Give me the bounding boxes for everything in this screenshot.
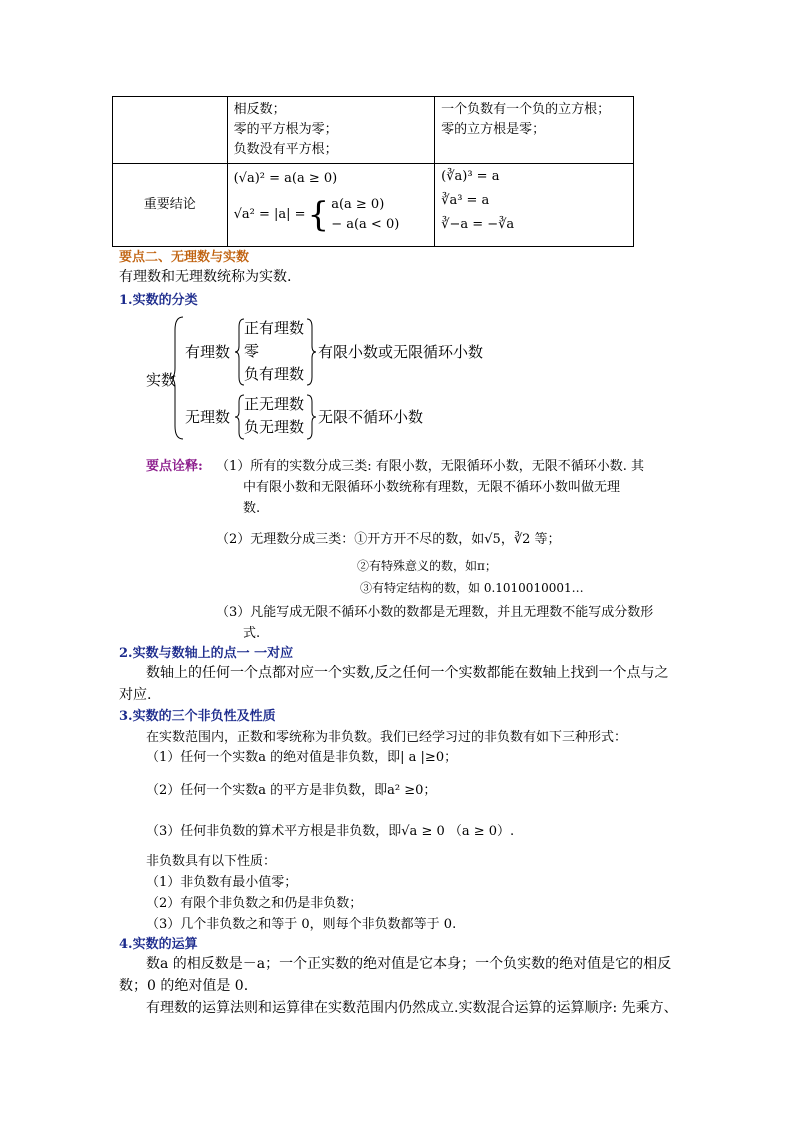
tree-item: 正无理数 xyxy=(244,395,305,413)
note-p1-line2: 中有限小数和无限循环小数统称有理数，无限不循环小数叫做无理 xyxy=(243,480,621,495)
tree-root-brace xyxy=(170,316,184,440)
note-p2-line1: （2）无理数分成三类：①开方开不尽的数，如√5，∛2 等； xyxy=(216,532,561,547)
sub4-line1: 数a 的相反数是－a；一个正实数的绝对值是它本身；一个负实数的绝对值是它的相反 xyxy=(146,956,672,972)
tree-item: 负有理数 xyxy=(244,365,305,383)
table-cell-sqrt-formulas xyxy=(227,164,435,247)
tree-item: 负无理数 xyxy=(244,418,305,436)
text-line: 负数没有平方根； xyxy=(233,142,338,157)
note-label: 要点诠释: xyxy=(146,459,203,474)
sub2-line2: 对应. xyxy=(119,687,152,703)
section-heading: 要点二、无理数与实数 xyxy=(119,250,250,265)
subsection-heading: 1.实数的分类 xyxy=(119,293,198,308)
sub3-prop3: （3）几个非负数之和等于 0，则每个非负数都等于 0. xyxy=(146,917,457,932)
text-line: 零的平方根为零； xyxy=(233,122,338,137)
formula-cbrt-cubed: (∛a)³ = a xyxy=(441,169,500,184)
tree-irrational-items xyxy=(244,393,304,439)
sub2-line1: 数轴上的任何一个点都对应一个实数,反之任何一个实数都能在数轴上找到一个点与之 xyxy=(146,665,669,681)
sub3-prop2: （2）有限个非负数之和仍是非负数； xyxy=(146,896,363,911)
note-p3-line2: 式. xyxy=(243,626,261,641)
tree-irrational-label: 无理数 xyxy=(185,408,231,426)
sub3-props-title: 非负数具有以下性质： xyxy=(146,854,277,869)
formula-cbrt-of-cube: ∛a³ = a xyxy=(441,193,490,208)
note-p2-line2: ②有特殊意义的数，如π； xyxy=(357,559,497,573)
tree-irrational-close-brace xyxy=(306,394,316,440)
tree-rational-close-brace xyxy=(306,318,316,386)
text-line: 一个负数有一个负的立方根； xyxy=(441,102,611,117)
tree-rational-items xyxy=(244,317,304,386)
table-cell-cbrt-formulas xyxy=(435,164,634,247)
tree-item: 零 xyxy=(244,342,260,360)
formula-abs-left: √a² = |a| = xyxy=(233,207,306,222)
table-cell-square-root-props xyxy=(227,97,435,164)
text-line: 零的立方根是零； xyxy=(441,122,546,137)
sub3-intro: 在实数范围内，正数和零统称为非负数。我们已经学习过的非负数有如下三种形式： xyxy=(146,730,628,745)
sub4-line3: 有理数的运算法则和运算律在实数范围内仍然成立.实数混合运算的运算顺序: 先乘方、 xyxy=(146,1000,678,1016)
section-intro: 有理数和无理数统称为实数. xyxy=(119,269,292,285)
formula-sqrt-squared: (√a)² = a(a ≥ 0) xyxy=(233,171,338,186)
sub3-item1: （1）任何一个实数a 的绝对值是非负数，即| a |≥0； xyxy=(146,750,458,765)
formula-cbrt-negative: ∛−a = −∛a xyxy=(441,217,515,232)
table-cell-empty xyxy=(113,97,228,164)
table-cell-label xyxy=(113,164,228,247)
note-p3-line1: （3）凡能写成无限不循环小数的数都是无理数，并且无理数不能写成分数形 xyxy=(216,605,654,620)
sub3-item3: （3）任何非负数的算术平方根是非负数，即√a ≥ 0 （a ≥ 0）. xyxy=(146,824,515,839)
case-nonnegative: a(a ≥ 0) xyxy=(331,197,385,212)
formula-abs-piecewise xyxy=(234,195,429,235)
note-p1-line3: 数. xyxy=(243,501,261,516)
tree-root-label: 实数 xyxy=(146,371,177,389)
important-conclusion-label: 重要结论 xyxy=(143,197,196,212)
piecewise-cases xyxy=(331,195,399,235)
tree-rational-desc: 有限小数或无限循环小数 xyxy=(318,343,484,361)
sub3-prop1: （1）非负数有最小值零； xyxy=(146,875,298,890)
piecewise-brace: { xyxy=(307,195,330,235)
subsection-heading: 2.实数与数轴上的点一 一对应 xyxy=(119,646,294,661)
tree-irrational-desc: 无限不循环小数 xyxy=(318,408,424,426)
subsection-heading: 4.实数的运算 xyxy=(119,937,198,952)
tree-rational-label: 有理数 xyxy=(185,343,231,361)
table-cell-cube-root-props xyxy=(435,97,634,164)
tree-item: 正有理数 xyxy=(244,319,305,337)
note-p1-line1: （1）所有的实数分成三类: 有限小数，无限循环小数，无限不循环小数. 其 xyxy=(216,459,645,474)
table-row xyxy=(113,164,634,247)
subsection-heading: 3.实数的三个非负性及性质 xyxy=(119,709,276,724)
case-negative: − a(a < 0) xyxy=(331,217,400,232)
table-row xyxy=(113,97,634,164)
text-line: 相反数； xyxy=(233,102,286,117)
sub3-item2: （2）任何一个实数a 的平方是非负数，即a² ≥0； xyxy=(146,783,437,798)
summary-table xyxy=(112,96,634,247)
sub4-line2: 数；0 的绝对值是 0. xyxy=(119,978,249,994)
note-p2-line3: ③有特定结构的数，如 0.1010010001… xyxy=(360,581,584,595)
